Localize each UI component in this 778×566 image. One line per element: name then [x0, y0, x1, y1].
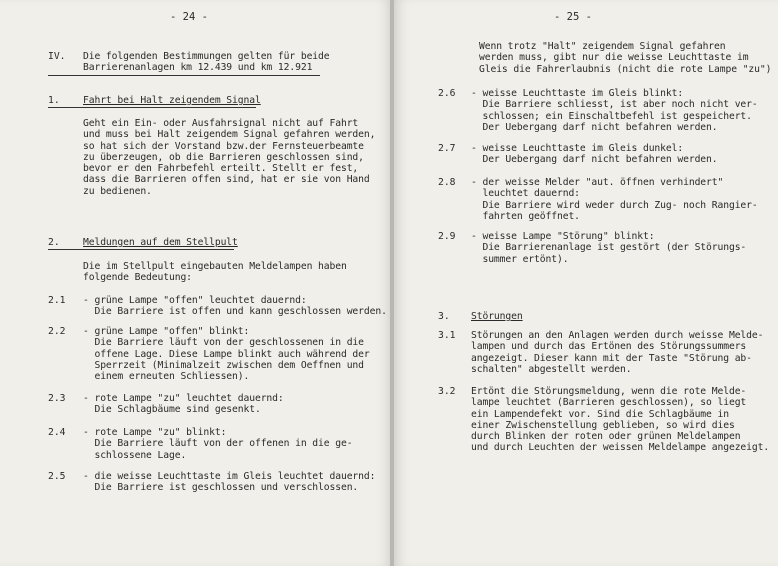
item-2-2-number: 2.2: [48, 326, 66, 337]
item-3-1-number: 3.1: [438, 330, 456, 341]
section-1-number: 1.: [48, 95, 60, 106]
item-2-1-text: - grüne Lampe "offen" leuchtet dauernd: Die Barriere ist offen und kann geschlossen werden.: [83, 295, 387, 318]
intro-line-2: Barrierenanlagen km 12.439 und km 12.921: [83, 62, 313, 73]
item-2-5-text: - die weisse Leuchttaste im Gleis leuchtet dauernd: Die Barriere ist geschlossen und verschlossen.: [83, 471, 376, 494]
section-3-title: Störungen: [471, 311, 523, 322]
section-1-rule: [48, 107, 256, 108]
item-2-1-number: 2.1: [48, 295, 66, 306]
item-3-1-text: Störungen an den Anlagen werden durch weisse Melde- lampen und durch das Ertönen des Störungssummers angezeigt. Dieser kann mit der Taste "Störung ab- schalten" abgestellt werden.: [471, 330, 764, 375]
section-1-title: Fahrt bei Halt zeigendem Signal: [83, 95, 261, 106]
item-2-7-text: - weisse Leuchttaste im Gleis dunkel: Der Uebergang darf nicht befahren werden.: [471, 143, 718, 166]
intro-rule: [48, 75, 320, 76]
item-2-8-text: - der weisse Melder "aut. öffnen verhindert" leuchtet dauernd: Die Barriere wird weder durch Zug- noch Rangier- fahrten geöffnet.: [471, 177, 758, 222]
section-3-number: 3.: [438, 311, 450, 322]
right-page: [394, 0, 778, 566]
item-2-8-number: 2.8: [438, 177, 456, 188]
top-paragraph: Wenn trotz "Halt" zeigendem Signal gefahren werden muss, gibt nur die weisse Leuchttaste im Gleis die Fahrerlaubnis (nicht die rote Lampe "zu"): [479, 41, 772, 75]
item-2-5-number: 2.5: [48, 471, 66, 482]
section-2-title: Meldungen auf dem Stellpult: [83, 237, 238, 248]
item-2-7-number: 2.7: [438, 143, 456, 154]
item-2-4-text: - rote Lampe "zu" blinkt: Die Barriere läuft von der offenen in die ge- schlossene Lage.: [83, 427, 353, 461]
intro-line-1: Die folgenden Bestimmungen gelten für beide: [83, 51, 330, 62]
section-2-number: 2.: [48, 237, 60, 248]
page-number-left: - 24 -: [170, 11, 208, 23]
item-2-3-number: 2.3: [48, 393, 66, 404]
item-2-2-text: - grüne Lampe "offen" blinkt: Die Barriere läuft von der geschlossenen in die offene Lage. Diese Lampe blinkt auch während der Sperrzeit (Minimalzeit zwischen dem Oeffnen und einem erneuten Schliessen).: [83, 326, 370, 383]
item-3-2-text: Ertönt die Störungsmeldung, wenn die rote Melde- lampe leuchtet (Barrieren geschlossen), so liegt ein Lampendefekt vor. Sind die Schlagbäume in einer Zwischenstellung geblieben, so wird dies durch Blinken der roten oder grünen Meldelampen und durch Leuchten der weissen Meldelampe angezeigt.: [471, 386, 770, 454]
item-2-6-text: - weisse Leuchttaste im Gleis blinkt: Die Barriere schliesst, ist aber noch nicht ver- schlossen; ein Einschaltbefehl ist gespeichert. Der Uebergang darf nicht befahren werden.: [471, 88, 758, 133]
item-3-2-number: 3.2: [438, 386, 456, 397]
item-2-6-number: 2.6: [438, 88, 456, 99]
section-1-body: Geht ein Ein- oder Ausfahrsignal nicht auf Fahrt und muss bei Halt zeigendem Signal gefahren werden, so hat sich der Vorstand bzw.der Fernsteuerbeamte zu überzeugen, ob die Barrieren geschlossen sind, bevor er den Fahrbefehl erteilt. Stellt er fest, dass die Barrieren offen sind, hat er sie von Hand zu bedienen.: [83, 118, 376, 197]
item-2-9-text: - weisse Lampe "Störung" blinkt: Die Barrierenanlage ist gestört (der Störungs- summer ertönt).: [471, 231, 747, 265]
section-2-rule: [48, 249, 234, 250]
item-2-3-text: - rote Lampe "zu" leuchtet dauernd: Die Schlagbäume sind gesenkt.: [83, 393, 284, 416]
section-2-body: Die im Stellpult eingebauten Meldelampen haben folgende Bedeutung:: [83, 261, 347, 284]
page-number-right: - 25 -: [554, 11, 592, 23]
item-2-4-number: 2.4: [48, 427, 66, 438]
intro-roman-numeral: IV.: [48, 51, 66, 62]
item-2-9-number: 2.9: [438, 231, 456, 242]
